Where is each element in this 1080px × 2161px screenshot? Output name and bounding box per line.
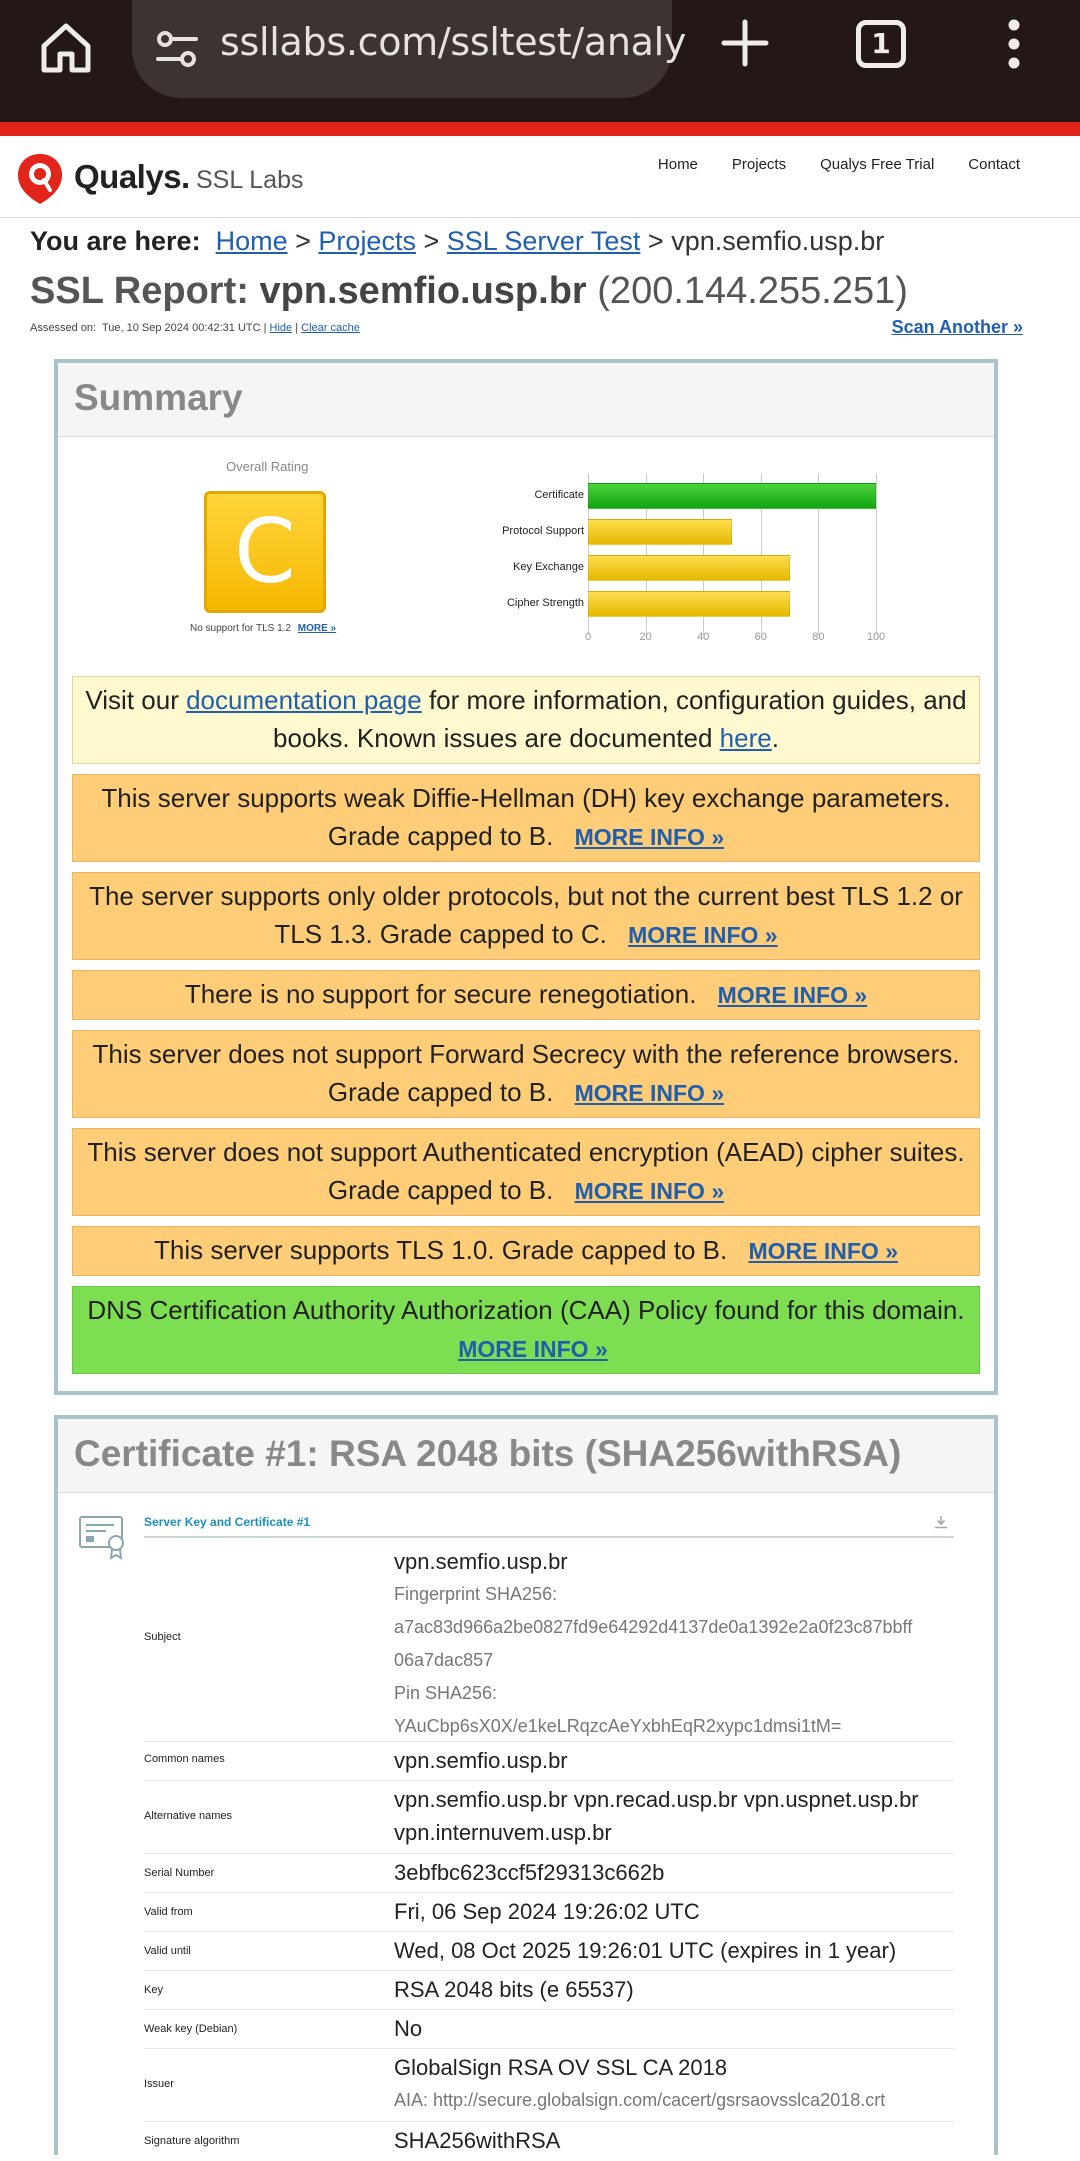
doc-middle: for more information, configuration guides, and books. Known issues are documented xyxy=(273,685,967,753)
site-settings-icon[interactable] xyxy=(154,26,200,72)
breadcrumb-ssl-server-test[interactable]: SSL Server Test xyxy=(446,226,641,256)
row-subject xyxy=(144,1543,954,1742)
row-valid-until xyxy=(144,1932,954,1971)
more-info-link[interactable]: MORE INFO » xyxy=(574,1080,725,1106)
download-icon[interactable] xyxy=(934,1515,948,1529)
brand-bar xyxy=(0,122,1080,136)
known-issues-link[interactable]: here xyxy=(719,723,772,753)
breadcrumb-sep: > xyxy=(295,226,311,256)
more-info-link[interactable]: MORE INFO » xyxy=(717,982,868,1008)
page-title xyxy=(30,270,908,313)
section-divider xyxy=(144,1536,954,1538)
chart-tick-label: 100 xyxy=(866,631,886,643)
more-vert-icon[interactable] xyxy=(1000,18,1028,70)
chart-category-label: Protocol Support xyxy=(502,525,584,537)
documentation-page-link[interactable]: documentation page xyxy=(186,685,422,715)
row-value: RSA 2048 bits (e 65537) xyxy=(394,1977,634,2002)
documentation-message xyxy=(72,676,980,764)
chart-bar-protocol-support xyxy=(588,519,732,545)
issuer-aia: AIA: http://secure.globalsign.com/cacert/gsrsaovsslca2018.crt xyxy=(394,2090,886,2110)
nav-projects[interactable]: Projects xyxy=(731,156,787,173)
browser-toolbar xyxy=(0,0,1080,122)
grade-note-text: No support for TLS 1.2 xyxy=(190,623,291,634)
row-value xyxy=(394,2051,954,2117)
breadcrumb-prefix: You are here: xyxy=(30,226,201,256)
alt-names-line-1: vpn.semfio.usp.br vpn.recad.usp.br vpn.uspnet.usp.br xyxy=(394,1787,919,1812)
grade-note xyxy=(190,623,336,634)
row-value xyxy=(394,1545,954,1743)
chart-bar-certificate xyxy=(588,483,876,509)
good-caa-policy xyxy=(72,1286,980,1374)
url-text[interactable]: ssllabs.com/ssltest/analy xyxy=(220,20,687,64)
chart-tick-label: 80 xyxy=(812,631,825,643)
alt-names-line-2: vpn.internuvem.usp.br xyxy=(394,1820,612,1845)
warning-tls10 xyxy=(72,1226,980,1276)
warning-forward-secrecy xyxy=(72,1030,980,1118)
fingerprint-label: Fingerprint SHA256: xyxy=(394,1584,558,1604)
more-info-link[interactable]: MORE INFO » xyxy=(574,1178,725,1204)
warning-text: This server supports weak Diffie-Hellman (DH) key exchange parameters. Grade capped to B. xyxy=(101,783,951,851)
warning-text: This server does not support Forward Secrecy with the reference browsers. Grade capped to B. xyxy=(92,1039,960,1107)
good-text: DNS Certification Authority Authorization (CAA) Policy found for this domain. xyxy=(87,1295,965,1325)
row-common-names xyxy=(144,1742,954,1781)
certificate-heading: Certificate #1: RSA 2048 bits (SHA256withRSA) xyxy=(58,1419,994,1493)
warning-weak-dh xyxy=(72,774,980,862)
logo-wordmark[interactable]: Qualys. xyxy=(74,158,190,195)
row-alternative-names xyxy=(144,1781,954,1854)
row-value xyxy=(394,1783,954,1849)
row-label: Signature algorithm xyxy=(144,2135,240,2147)
row-signature-algorithm xyxy=(144,2122,954,2161)
chart-category-label: Key Exchange xyxy=(513,561,584,573)
chart-tick-label: 20 xyxy=(639,631,652,643)
breadcrumb-projects[interactable]: Projects xyxy=(318,226,416,256)
row-label: Valid until xyxy=(144,1945,191,1957)
row-value: Fri, 06 Sep 2024 19:26:02 UTC xyxy=(394,1899,700,1924)
more-info-link[interactable]: MORE INFO » xyxy=(458,1336,608,1362)
row-value: No xyxy=(394,2016,423,2041)
title-label: SSL Report: xyxy=(30,270,249,312)
more-info-link[interactable]: MORE INFO » xyxy=(628,922,778,948)
grade-badge: C xyxy=(204,491,326,613)
row-label: Common names xyxy=(144,1753,225,1765)
nav-free-trial[interactable]: Qualys Free Trial xyxy=(820,156,935,173)
assessed-date: Tue, 10 Sep 2024 00:42:31 UTC xyxy=(101,322,261,334)
issuer-name: GlobalSign RSA OV SSL CA 2018 xyxy=(394,2055,728,2080)
chart-tick-label: 0 xyxy=(584,631,592,643)
certificate-panel xyxy=(54,1415,998,2155)
pin-value: YAuCbp6sX0X/e1keLRqzcAeYxbhEqR2xypc1dmsi1tM= xyxy=(394,1716,842,1736)
home-icon[interactable] xyxy=(36,18,96,78)
clear-cache-link[interactable]: Clear cache xyxy=(301,322,360,334)
more-info-link[interactable]: MORE INFO » xyxy=(574,824,725,850)
subject-name: vpn.semfio.usp.br xyxy=(394,1549,568,1574)
more-info-link[interactable]: MORE INFO » xyxy=(748,1238,898,1264)
row-label: Valid from xyxy=(144,1906,193,1918)
fingerprint-line-1: a7ac83d966a2be0827fd9e64292d4137de0a1392e2a0f23c87bbff xyxy=(394,1617,913,1637)
address-bar[interactable] xyxy=(132,0,687,98)
row-serial-number xyxy=(144,1854,954,1893)
row-label: Serial Number xyxy=(144,1867,215,1879)
warning-text: This server does not support Authenticated encryption (AEAD) cipher suites. Grade capped to B. xyxy=(87,1137,965,1205)
breadcrumb-current: vpn.semfio.usp.br xyxy=(671,226,885,256)
row-valid-from xyxy=(144,1893,954,1932)
row-label: Alternative names xyxy=(144,1810,233,1822)
breadcrumb xyxy=(30,226,884,257)
pin-label: Pin SHA256: xyxy=(394,1683,498,1703)
overall-rating-label: Overall Rating xyxy=(226,459,309,474)
title-host: vpn.semfio.usp.br xyxy=(259,270,587,312)
row-value: SHA256withRSA xyxy=(394,2128,561,2153)
warning-text: There is no support for secure renegotiation. xyxy=(184,979,697,1009)
warning-text: The server supports only older protocols, but not the current best TLS 1.2 or TLS 1.3. Grade capped to C. xyxy=(89,881,963,949)
site-header xyxy=(0,136,1080,218)
top-nav xyxy=(658,156,1020,173)
chart-bar-cipher-strength xyxy=(588,591,790,617)
warning-old-protocols xyxy=(72,872,980,960)
row-label: Subject xyxy=(144,1631,181,1643)
doc-after: . xyxy=(771,723,779,753)
certificate-icon xyxy=(78,1513,128,1559)
logo-subtitle: SSL Labs xyxy=(196,166,304,194)
fingerprint-line-2: 06a7dac857 xyxy=(394,1650,494,1670)
assessed-info: Assessed on: Tue, 10 Sep 2024 00:42:31 UTC | Hide | Clear cache xyxy=(30,322,360,334)
scan-another-link[interactable]: Scan Another » xyxy=(891,317,1023,337)
row-label: Key xyxy=(144,1984,163,1996)
chart-category-label: Cipher Strength xyxy=(506,597,584,609)
hide-link[interactable]: Hide xyxy=(269,322,293,334)
warning-renegotiation xyxy=(72,970,980,1020)
row-value: vpn.semfio.usp.br xyxy=(394,1748,568,1773)
grade-more-link[interactable]: MORE » xyxy=(297,623,337,634)
row-label: Weak key (Debian) xyxy=(144,2023,238,2035)
row-value: Wed, 08 Oct 2025 19:26:01 UTC (expires in 1 year) xyxy=(394,1938,897,1963)
chart-tick-label: 40 xyxy=(697,631,710,643)
new-tab-icon[interactable] xyxy=(720,18,770,68)
chart-bar-key-exchange xyxy=(588,555,790,581)
title-ip: (200.144.255.251) xyxy=(597,270,908,312)
row-key xyxy=(144,1971,954,2010)
nav-home[interactable]: Home xyxy=(657,156,698,173)
row-value: 3ebfbc623ccf5f29313c662b xyxy=(394,1860,665,1885)
nav-contact[interactable]: Contact xyxy=(968,156,1020,173)
chart-category-label: Certificate xyxy=(534,489,584,501)
warning-aead xyxy=(72,1128,980,1216)
summary-heading: Summary xyxy=(58,363,994,437)
doc-before: Visit our xyxy=(85,685,179,715)
server-key-section-title[interactable]: Server Key and Certificate #1 xyxy=(144,1515,311,1529)
row-label: Issuer xyxy=(144,2078,174,2090)
qualys-logo-icon[interactable] xyxy=(16,152,64,206)
chart-gridline xyxy=(876,473,877,635)
row-issuer xyxy=(144,2049,954,2122)
warning-text: This server supports TLS 1.0. Grade capped to B. xyxy=(153,1235,728,1265)
assessed-label: Assessed on: xyxy=(30,322,97,334)
breadcrumb-home[interactable]: Home xyxy=(215,226,288,256)
tab-switcher-button[interactable]: 1 xyxy=(856,20,906,68)
summary-panel xyxy=(54,359,998,1395)
breadcrumb-sep: > xyxy=(423,226,440,256)
breadcrumb-sep: > xyxy=(647,226,664,256)
chart-tick-label: 60 xyxy=(754,631,767,643)
row-weak-key xyxy=(144,2010,954,2049)
